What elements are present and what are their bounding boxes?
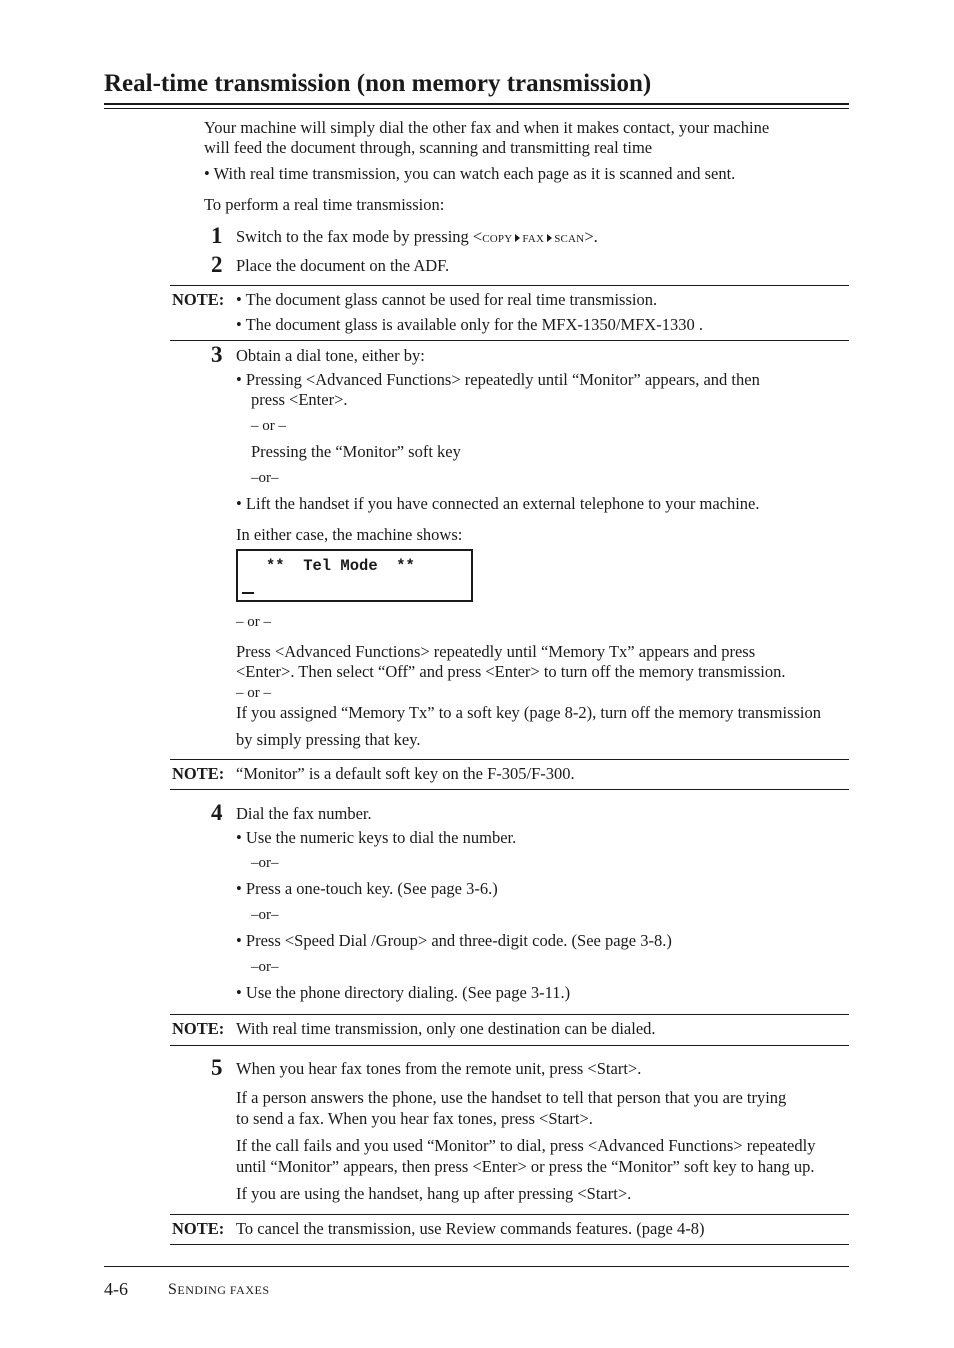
step-4-or-3: –or– — [251, 959, 279, 975]
step-5-text: When you hear fax tones from the remote unit, press <Start>. — [236, 1059, 642, 1078]
step-2-text: Place the document on the ADF. — [236, 256, 450, 275]
step-5-para-2-line-1: If the call fails and you used “Monitor” to dial, press <Advanced Functions> repeatedly — [236, 1136, 816, 1155]
arrow-right-icon — [547, 234, 552, 242]
step-3-or-2: –or– — [251, 470, 279, 486]
step-1-text-after: >. — [584, 227, 598, 246]
page-title: Real-time transmission (non memory transmission) — [104, 70, 652, 97]
intro-bullet: • With real time transmission, you can watch each page as it is scanned and sent. — [204, 164, 736, 183]
step-4-text: Dial the fax number. — [236, 804, 372, 823]
intro-perform: To perform a real time transmission: — [204, 195, 445, 214]
step-1-text-before: Switch to the fax mode by pressing < — [236, 227, 483, 246]
step-5-para-1-line-2: to send a fax. When you hear fax tones, press <Start>. — [236, 1109, 593, 1128]
step-3-either: In either case, the machine shows: — [236, 525, 463, 544]
step-3-para-2-line-1: If you assigned “Memory Tx” to a soft key (page 8-2), turn off the memory transmission — [236, 703, 822, 722]
note-1-label: NOTE: — [172, 290, 225, 309]
page-number: 4-6 — [104, 1279, 128, 1299]
section-title-initial: S — [168, 1281, 178, 1298]
note-1-line-2: • The document glass is available only for the MFX-1350/MFX-1330 . — [236, 315, 703, 334]
note-4-rule-top — [170, 1214, 849, 1215]
step-1-number: 1 — [211, 223, 223, 248]
intro-line-2: will feed the document through, scanning and transmitting real time — [204, 138, 653, 157]
lcd-display — [236, 549, 473, 602]
intro-line-1: Your machine will simply dial the other fax and when it makes contact, your machine — [204, 118, 770, 137]
step-4-bullet-4: • Use the phone directory dialing. (See page 3-11.) — [236, 983, 571, 1002]
step-3-text: Obtain a dial tone, either by: — [236, 346, 425, 365]
step-4-or-1: –or– — [251, 855, 279, 871]
note-2-rule-top — [170, 759, 849, 760]
step-5-number: 5 — [211, 1055, 223, 1080]
step-2-number: 2 — [211, 252, 223, 277]
note-2-label: NOTE: — [172, 764, 225, 783]
step-4-or-2: –or– — [251, 907, 279, 923]
lcd-cursor — [242, 592, 254, 594]
title-rule-thick — [104, 103, 849, 105]
step-3-bullet-1-line-2: press <Enter>. — [251, 390, 348, 409]
title-rule-thin — [104, 108, 849, 109]
step-4-number: 4 — [211, 800, 223, 825]
key-scan: SCAN — [554, 233, 585, 245]
note-3-text: With real time transmission, only one destination can be dialed. — [236, 1019, 656, 1038]
step-3-or-4: – or – — [236, 685, 271, 701]
arrow-right-icon — [515, 234, 520, 242]
note-3-label: NOTE: — [172, 1019, 225, 1038]
step-4-bullet-1: • Use the numeric keys to dial the number. — [236, 828, 517, 847]
step-5-para-2-line-2: until “Monitor” appears, then press <Enter> or press the “Monitor” soft key to hang up. — [236, 1157, 815, 1176]
note-1-rule-top — [170, 285, 849, 286]
step-3-number: 3 — [211, 342, 223, 367]
step-5-para-1-line-1: If a person answers the phone, use the handset to tell that person that you are trying — [236, 1088, 787, 1107]
step-4-bullet-2: • Press a one-touch key. (See page 3-6.) — [236, 879, 498, 898]
note-1-line-1: • The document glass cannot be used for real time transmission. — [236, 290, 658, 309]
note-3-rule-top — [170, 1014, 849, 1015]
section-title-rest: ENDING FAXES — [177, 1283, 270, 1297]
note-3-rule-bottom — [170, 1045, 849, 1046]
key-copy: COPY — [482, 233, 513, 245]
note-4-label: NOTE: — [172, 1219, 225, 1238]
footer-rule — [104, 1266, 849, 1267]
note-4-rule-bottom — [170, 1244, 849, 1245]
step-4-bullet-3: • Press <Speed Dial /Group> and three-digit code. (See page 3-8.) — [236, 931, 672, 950]
step-3-para-2-line-2: by simply pressing that key. — [236, 730, 421, 749]
step-5-para-3: If you are using the handset, hang up after pressing <Start>. — [236, 1184, 632, 1203]
step-3-para-1-line-2: <Enter>. Then select “Off” and press <Enter> to turn off the memory transmission. — [236, 662, 786, 681]
section-title — [168, 1281, 270, 1299]
step-3-para-1-line-1: Press <Advanced Functions> repeatedly until “Memory Tx” appears and press — [236, 642, 756, 661]
key-fax: FAX — [522, 233, 545, 245]
step-3-bullet-1-line-1: • Pressing <Advanced Functions> repeatedly until “Monitor” appears, and then — [236, 370, 760, 389]
step-3-or-3: – or – — [236, 614, 271, 630]
note-1-rule-bottom — [170, 340, 849, 341]
note-4-text: To cancel the transmission, use Review commands features. (page 4-8) — [236, 1219, 705, 1238]
lcd-text: ** Tel Mode ** — [266, 557, 415, 575]
note-2-text: “Monitor” is a default soft key on the F-305/F-300. — [236, 764, 575, 783]
step-3-or-1: – or – — [251, 418, 286, 434]
step-3-soft-key: Pressing the “Monitor” soft key — [251, 442, 461, 461]
step-3-bullet-2: • Lift the handset if you have connected an external telephone to your machine. — [236, 494, 760, 513]
note-2-rule-bottom — [170, 789, 849, 790]
step-1-text — [236, 227, 598, 249]
